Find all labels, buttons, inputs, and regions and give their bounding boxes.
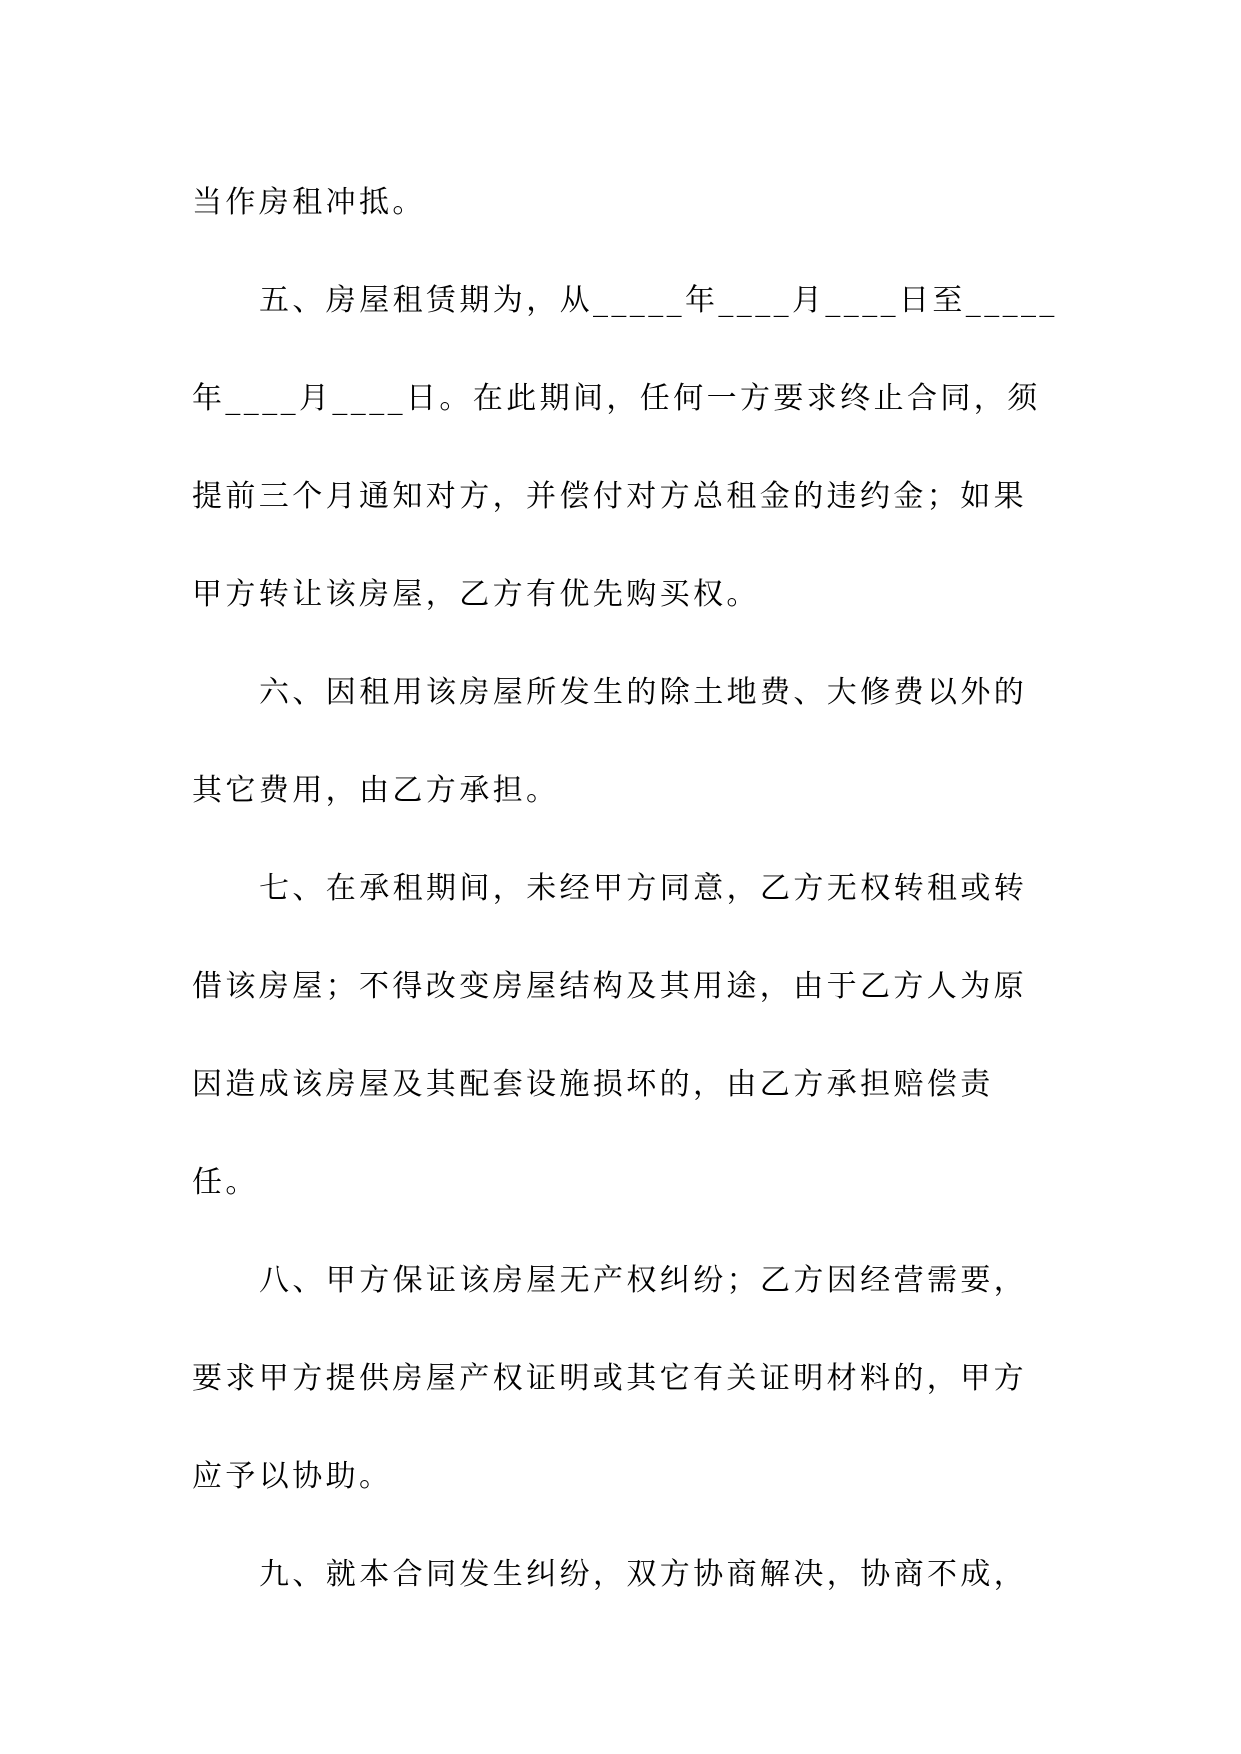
contract-body: [192, 154, 1192, 1624]
text-line: 七、在承租期间，未经甲方同意，乙方无权转租或转: [259, 871, 1028, 906]
text-line: 借该房屋；不得改变房屋结构及其用途，由于乙方人为原: [192, 969, 1027, 1004]
text-line: 甲方转让该房屋，乙方有优先购买权。: [192, 577, 760, 612]
text-line: 任。: [192, 1165, 259, 1200]
continued-paragraph: [192, 154, 1192, 252]
clause-9: [192, 1526, 1192, 1624]
clause-7: [192, 840, 1192, 1232]
text-line: 要求甲方提供房屋产权证明或其它有关证明材料的，甲方: [192, 1361, 1027, 1396]
text-line: 九、就本合同发生纠纷，双方协商解决，协商不成，: [259, 1557, 1028, 1592]
text-line: 五、房屋租赁期为，从_____年____月____日至_____: [259, 283, 1058, 318]
text-line: 年____月____日。在此期间，任何一方要求终止合同，须: [192, 381, 1041, 416]
clause-6: [192, 644, 1192, 840]
text-line: 八、甲方保证该房屋无产权纠纷；乙方因经营需要，: [259, 1263, 1028, 1298]
text-line: 应予以协助。: [192, 1459, 393, 1494]
text-line: 六、因租用该房屋所发生的除土地费、大修费以外的: [259, 675, 1028, 710]
clause-5: [192, 252, 1192, 644]
text-line: 其它费用，由乙方承担。: [192, 773, 560, 808]
clause-8: [192, 1232, 1192, 1526]
text-line: 当作房租冲抵。: [192, 185, 426, 220]
text-line: 因造成该房屋及其配套设施损坏的，由乙方承担赔偿责: [192, 1067, 994, 1102]
text-line: 提前三个月通知对方，并偿付对方总租金的违约金；如果: [192, 479, 1027, 514]
